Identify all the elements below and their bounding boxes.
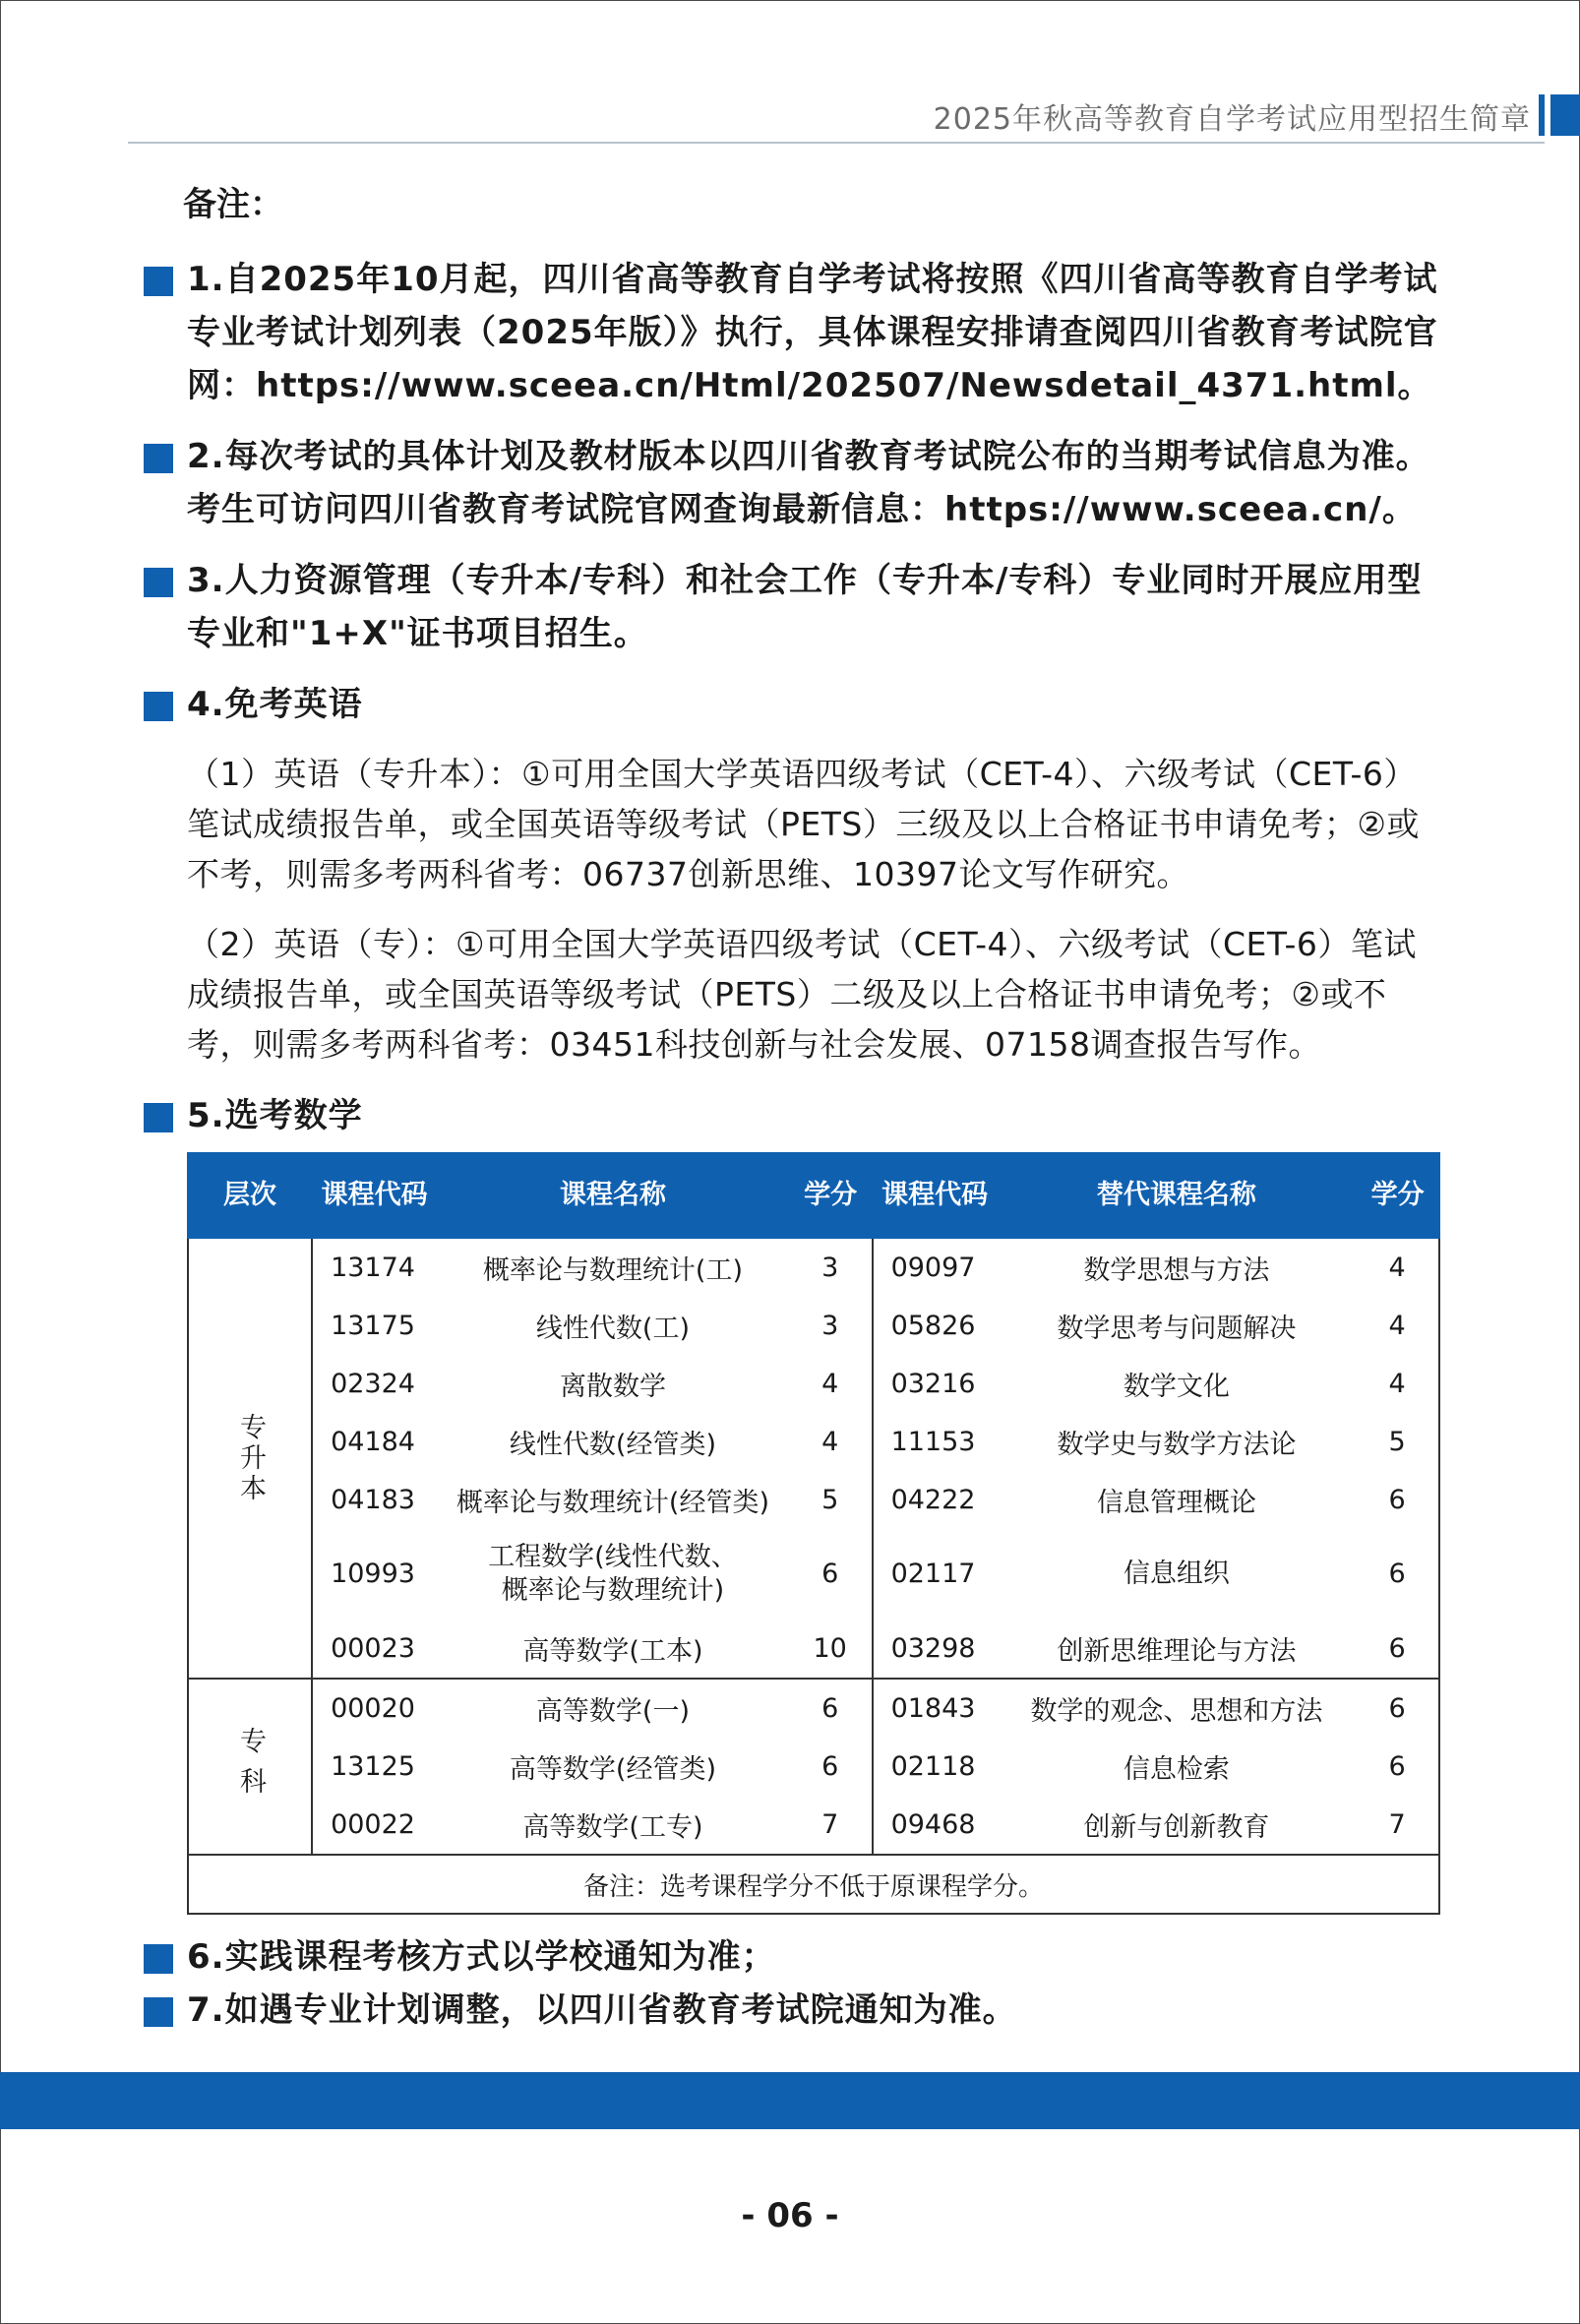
note-item-6 [144,1930,1440,1984]
alt-course-code: 02117 [890,1559,976,1589]
english-exemption-2: （2）英语（专）：①可用全国大学英语四级考试（CET-4）、六级考试（CET-6）笔试成绩报告单，或全国英语等级考试（PETS）二级及以上合格证书申请免考；②或不考，则需多考两科省考：03451科技创新与社会发展、07158调查报告写作。 [187,925,1417,1064]
course-name: 工程数学(线性代数、概率论与数理统计) [488,1542,738,1606]
alt-course-code: 05826 [890,1311,976,1341]
course-code: 00022 [331,1809,415,1840]
alt-course-code: 04222 [890,1485,976,1515]
note-text: 2.每次考试的具体计划及教材版本以四川省教育考试院公布的当期考试信息为准。考生可访问四川省教育考试院官网查询最新信息：https://www.sceea.cn/。 [187,437,1430,529]
alt-course-code: 01843 [873,1679,998,1738]
header-level: 层次 [188,1153,312,1238]
course-credit: 3 [789,1297,873,1355]
course-code: 13174 [331,1253,415,1283]
course-code: 00023 [331,1633,415,1664]
alt-course-name: 信息管理概论 [1096,1488,1256,1518]
course-code: 13175 [331,1311,415,1341]
table-row [188,1529,1439,1620]
page-number: - 06 - [741,2196,839,2235]
course-code: 10993 [331,1559,415,1589]
course-credit: 7 [789,1796,873,1855]
course-name: 高等数学(经管类) [509,1754,716,1785]
header-credit: 学分 [789,1153,873,1238]
table-row [188,1238,1439,1297]
alt-course-name: 信息组织 [1123,1559,1230,1589]
header-divider [128,142,1545,144]
level-zk: 专科 [188,1679,312,1855]
note-item-1 [144,253,1440,412]
bullet-square-icon [144,1997,173,2027]
alt-course-credit: 4 [1388,1311,1406,1341]
alt-course-credit: 4 [1388,1253,1406,1283]
table-row [188,1679,1439,1738]
course-credit: 4 [789,1413,873,1471]
alt-course-code: 03216 [890,1369,976,1399]
note-item-7 [144,1984,1440,2037]
course-name: 线性代数(工) [535,1314,690,1344]
table-row [188,1796,1439,1855]
alt-course-name: 信息检索 [1123,1754,1230,1785]
alt-course-credit: 6 [1388,1485,1406,1515]
course-credit: 4 [789,1355,873,1413]
alt-course-name: 数学文化 [1123,1372,1230,1402]
math-course-table [187,1152,1440,1915]
english-exemption-1: （1）英语（专升本）：①可用全国大学英语四级考试（CET-4）、六级考试（CET-6）笔试成绩报告单，或全国英语等级考试（PETS）三级及以上合格证书申请免考；②或不考，则需多考两科省考：06737创新思维、10397论文写作研究。 [187,755,1420,893]
table-row [188,1355,1439,1413]
header-name: 课程名称 [437,1153,789,1238]
header-alt-code: 课程代码 [873,1153,998,1238]
table-row [188,1297,1439,1355]
course-code: 04183 [331,1485,415,1515]
table-note-row [188,1855,1439,1914]
alt-course-code: 09097 [890,1253,976,1283]
alt-course-name: 数学思考与问题解决 [1057,1314,1297,1344]
alt-course-code: 09468 [890,1809,976,1840]
alt-course-credit: 6 [1356,1679,1439,1738]
alt-course-name: 创新与创新教育 [1083,1812,1270,1843]
course-credit: 6 [789,1529,873,1620]
alt-course-credit: 4 [1388,1369,1406,1399]
course-name: 离散数学 [559,1372,666,1402]
course-name: 线性代数(经管类) [509,1430,716,1460]
table-row [188,1620,1439,1679]
alt-course-credit: 6 [1388,1751,1406,1782]
bullet-square-icon [144,692,173,721]
alt-course-code: 02118 [890,1751,976,1782]
course-name: 高等数学(工本) [522,1636,703,1667]
bullet-square-icon [144,444,173,473]
alt-course-name: 数学思想与方法 [1083,1255,1270,1286]
note-text: 5.选考数学 [187,1096,363,1135]
alt-course-code: 11153 [890,1427,976,1457]
note-item-2 [144,430,1440,536]
course-code: 00020 [312,1679,437,1738]
header-title: 2025年秋高等教育自学考试应用型招生简章 [933,102,1531,137]
level-zsb: 专升本 [188,1238,312,1679]
course-code: 04184 [331,1427,415,1457]
alt-course-name: 创新思维理论与方法 [1057,1636,1297,1667]
course-credit: 10 [789,1620,873,1679]
remarks-title: 备注： [183,185,283,224]
footer-band [0,2072,1580,2129]
bullet-square-icon [144,568,173,597]
alt-course-code: 03298 [890,1633,976,1664]
header-code: 课程代码 [312,1153,437,1238]
course-code: 02324 [331,1369,415,1399]
bullet-square-icon [144,267,173,296]
note-text: 4.免考英语 [187,685,363,724]
course-credit: 6 [789,1738,873,1796]
course-credit: 6 [789,1679,873,1738]
alt-course-name: 数学的观念、思想和方法 [998,1679,1356,1738]
bullet-square-icon [144,1103,173,1132]
bullet-square-icon [144,1944,173,1974]
alt-course-credit: 6 [1388,1559,1406,1589]
course-name: 高等数学(一) [437,1679,789,1738]
main-content [144,177,1440,2054]
course-name: 概率论与数理统计(经管类) [456,1488,769,1518]
note-text: 1.自2025年10月起，四川省高等教育自学考试将按照《四川省高等教育自学考试专业考试计划列表（2025年版）》执行，具体课程安排请查阅四川省教育考试院官网：https://www.sceea.cn/Html/202507/Newsdetail_4371.html。 [187,260,1438,405]
note-text: 7.如遇专业计划调整，以四川省教育考试院通知为准。 [187,1990,1017,2030]
table-row [188,1471,1439,1529]
note-text: 6.实践课程考核方式以学校通知为准； [187,1937,776,1977]
table-note: 备注：选考课程学分不低于原课程学分。 [188,1855,1439,1914]
note-item-5 [144,1089,1440,1142]
course-name: 高等数学(工专) [522,1812,703,1843]
alt-course-credit: 5 [1388,1427,1406,1457]
note-item-4 [144,678,1440,731]
alt-course-credit: 6 [1388,1633,1406,1664]
course-credit: 3 [789,1238,873,1297]
note-text: 3.人力资源管理（专升本/专科）和社会工作（专升本/专科）专业同时开展应用型专业和"1+X"证书项目招生。 [187,561,1423,653]
note-item-3 [144,554,1440,660]
table-row [188,1413,1439,1471]
table-row [188,1738,1439,1796]
course-credit: 5 [789,1471,873,1529]
alt-course-name: 数学史与数学方法论 [1057,1430,1297,1460]
course-code: 13125 [331,1751,415,1782]
alt-course-credit: 7 [1388,1809,1406,1840]
table-header-row [188,1153,1439,1238]
course-name: 概率论与数理统计(工) [482,1255,743,1286]
header-accent-bar [1545,94,1580,136]
header-alt-name: 替代课程名称 [998,1153,1356,1238]
header-alt-credit: 学分 [1356,1153,1439,1238]
